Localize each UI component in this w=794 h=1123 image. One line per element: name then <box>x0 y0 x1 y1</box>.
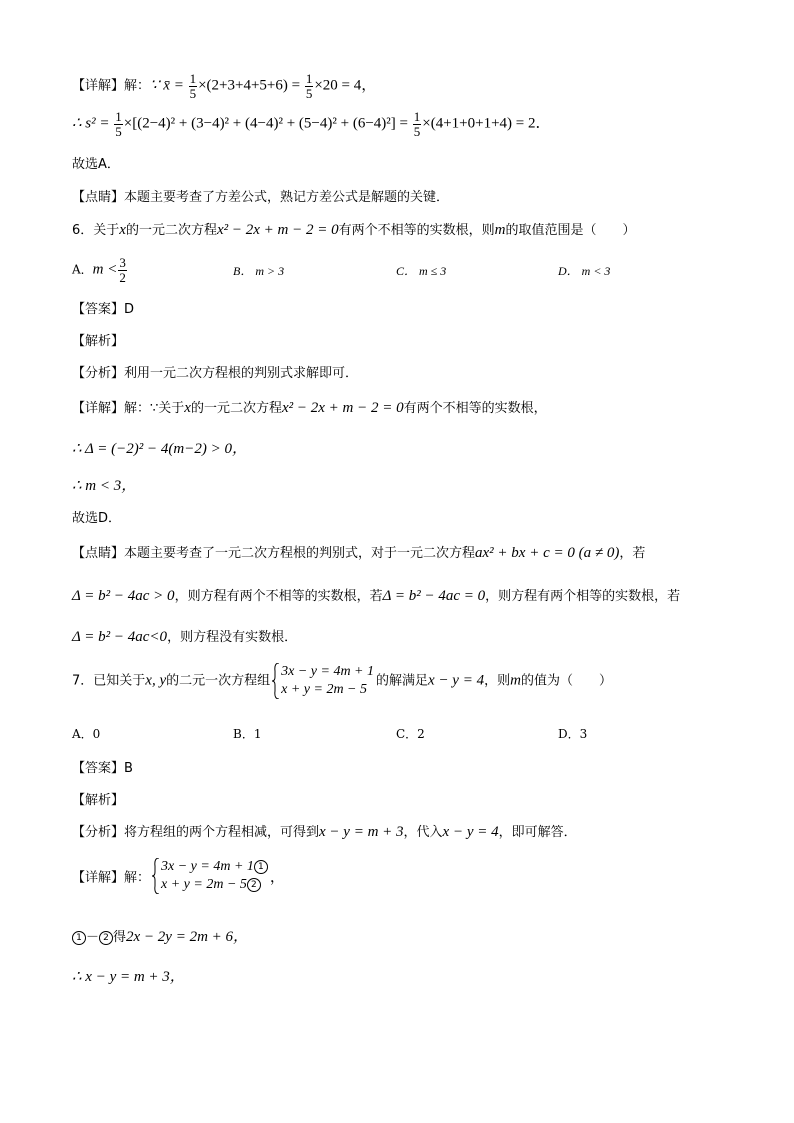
option-d[interactable]: D． m < 3 <box>558 264 611 278</box>
question-6: 6．关于x的一元二次方程x² − 2x + m − 2 = 0有两个不相等的实数根，则m的取值范围是（ ） <box>72 222 636 238</box>
step-discriminant: ∴ Δ = (−2)² − 4(m−2) > 0， <box>72 441 247 457</box>
brace-icon <box>272 663 280 699</box>
detail-line-variance: ∴ s² = $\frac{1}{5}$ ×[(2−4)² + (3−4)² + (4−4)² + (5−4)² + (6−4)²] = $\frac{1}{5}$ ×(4+1+0+1+4) = 2． <box>72 109 551 139</box>
remark-line-3: Δ = b² − 4ac<0，则方程没有实数根． <box>72 629 298 645</box>
analysis-line: 【分析】将方程组的两个方程相减，可得到x − y = m + 3，代入x − y = 4，即可解答． <box>72 824 577 840</box>
circled-number: 1 <box>254 860 268 874</box>
option-a[interactable]: A．0 <box>72 727 101 741</box>
analysis-heading: 【解析】 <box>72 793 125 808</box>
remark-line: 【点睛】本题主要考查了方差公式，熟记方差公式是解题的关键． <box>72 190 450 205</box>
option-c[interactable]: C． m ≤ 3 <box>396 264 447 278</box>
option-c[interactable]: C．2 <box>396 727 425 741</box>
fraction: $\frac{1}{5}$ <box>305 71 313 101</box>
equation-system: 3x − y = 4m + 1 1 x + y = 2m − 5 2 <box>152 858 268 894</box>
detail-line: 【详解】解：∵关于x的一元二次方程x² − 2x + m − 2 = 0有两个不相等的实数根， <box>72 400 547 416</box>
step-subtract: 1 － 2 得2x − 2y = 2m + 6， <box>72 925 248 946</box>
answer-line: 【答案】D <box>72 302 135 317</box>
step-result: ∴ x − y = m + 3， <box>72 969 185 985</box>
analysis-line: 【分析】利用一元二次方程根的判别式求解即可． <box>72 366 359 381</box>
step-result: ∴ m < 3， <box>72 478 137 494</box>
fraction: $\frac{1}{5}$ <box>413 109 421 139</box>
equation-system: 3x − y = 4m + 1 x + y = 2m − 5 <box>272 663 374 699</box>
brace-icon <box>152 858 160 894</box>
remark-line-2: Δ = b² − 4ac > 0，则方程有两个不相等的实数根，若Δ = b² − 4ac = 0，则方程有两个相等的实数根，若 <box>72 588 681 604</box>
analysis-heading: 【解析】 <box>72 334 125 349</box>
option-b[interactable]: B．1 <box>233 727 262 741</box>
answer-line: 【答案】B <box>72 761 133 776</box>
option-d[interactable]: D．3 <box>558 727 588 741</box>
detail-line: 【详解】解： 3x − y = 4m + 1 1 x + y = 2m − 5 2 ， <box>72 859 285 892</box>
fraction: $\frac{1}{5}$ <box>189 71 197 101</box>
fraction: $\frac{1}{5}$ <box>115 109 122 139</box>
detail-line-mean: 【详解】解：∵ x̄ = $\frac{1}{5}$ ×(2+3+4+5+6) = $\frac{1}{5}$ ×20 = 4， <box>72 71 377 101</box>
remark-line: 【点睛】本题主要考查了一元二次方程根的判别式，对于一元二次方程ax² + bx + c = 0 (a ≠ 0)，若 <box>72 545 646 561</box>
choice-line: 故选A． <box>72 157 120 172</box>
option-a[interactable]: A．m < $\frac{3}{2}$ <box>72 255 126 285</box>
option-b[interactable]: B． m > 3 <box>233 264 285 278</box>
question-7: 7．已知关于x, y的二元一次方程组 3x − y = 4m + 1 x + y = 2m − 5 的解满足x − y = 4，则m的值为（ ） <box>72 664 612 697</box>
circled-number: 2 <box>247 878 261 892</box>
choice-line: 故选D． <box>72 511 122 526</box>
